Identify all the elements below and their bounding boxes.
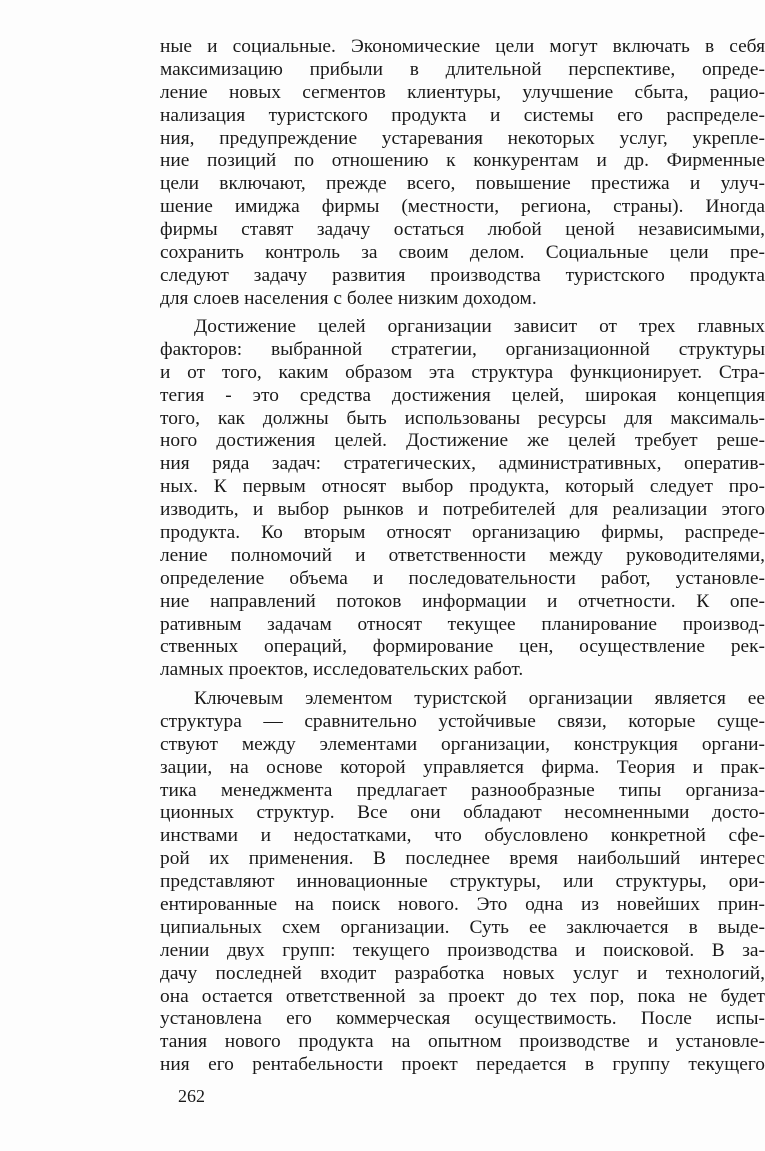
text-line: шение имиджа фирмы (местности, региона, страны). Иногда [160, 196, 765, 218]
paragraph-organization-structure [160, 688, 765, 1077]
text-line: и от того, каким образом эта структура функционирует. Стра- [160, 361, 765, 383]
text-line: максимизацию прибыли в длительной перспективе, опреде- [160, 58, 765, 80]
text-line: ственных операций, формирование цен, осуществление рек- [160, 636, 765, 658]
text-line: рой их применения. В последнее время наибольший интерес [160, 848, 765, 870]
text-line: тегия - это средства достижения целей, широкая концепция [160, 384, 765, 406]
text-line: сохранить контроль за своим делом. Социальные цели пре- [160, 242, 765, 264]
text-line: Достижение целей организации зависит от трех главных [194, 316, 765, 337]
text-line: ных. К первым относят выбор продукта, который следует про- [160, 476, 765, 498]
text-line: факторов: выбранной стратегии, организационной структуры [160, 338, 765, 360]
text-line: ные и социальные. Экономические цели могут включать в себя [160, 36, 765, 57]
text-line: ния ряда задач: стратегических, административных, оператив- [160, 453, 765, 475]
page-number: 262 [178, 1086, 205, 1106]
text-line: ципиальных схем организации. Суть ее заключается в выде- [160, 916, 765, 938]
text-line: установлена его коммерческая осуществимость. После испы- [160, 1008, 765, 1030]
text-line: ния, предупреждение устаревания некоторых услуг, укрепле- [160, 127, 765, 149]
text-line: изводить, и выбор рынков и потребителей для реализации этого [160, 499, 765, 521]
text-line: определение объема и последовательности работ, установле- [160, 567, 765, 589]
text-line: ния его рентабельности проект передается в группу текущего [160, 1054, 765, 1076]
text-line: для слоев населения с более низким доходом. [160, 287, 537, 309]
text-line: Ключевым элементом туристской организации является ее [194, 688, 765, 709]
text-line: ративным задачам относят текущее планирование производ- [160, 613, 765, 635]
text-line: дачу последней входит разработка новых услуг и технологий, [160, 962, 765, 984]
text-line: лении двух групп: текущего производства и поисковой. В за- [160, 939, 765, 961]
text-line: тания нового продукта на опытном производстве и установле- [160, 1031, 765, 1053]
text-line: тика менеджмента предлагает разнообразные типы организа- [160, 779, 765, 801]
text-line: инствами и недостатками, что обусловлено конкретной сфе- [160, 825, 765, 847]
text-line: ционных структур. Все они обладают несомненными досто- [160, 802, 765, 824]
text-line: цели включают, прежде всего, повышение престижа и улуч- [160, 173, 765, 195]
text-line: структура — сравнительно устойчивые связи, которые суще- [160, 710, 765, 732]
text-line: зации, на основе которой управляется фирма. Теория и прак- [160, 756, 765, 778]
text-line: продукта. Ко вторым относят организацию фирмы, распреде- [160, 522, 765, 544]
text-line: ентированные на поиск нового. Это одна из новейших прин- [160, 894, 765, 916]
text-line: она остается ответственной за проект до тех пор, пока не будет [160, 985, 765, 1007]
text-line: ного достижения целей. Достижение же целей требует реше- [160, 430, 765, 452]
text-line: фирмы ставят задачу остаться любой ценой независимыми, [160, 219, 765, 241]
text-line: следуют задачу развития производства туристского продукта [160, 264, 765, 286]
text-line: ние позиций по отношению к конкурентам и др. Фирменные [160, 150, 765, 172]
text-line: того, как должны быть использованы ресурсы для максималь- [160, 407, 765, 429]
text-line: ление новых сегментов клиентуры, улучшение сбыта, рацио- [160, 81, 765, 103]
paragraph-economic-goals [160, 36, 765, 311]
text-line: нализация туристского продукта и системы его распределе- [160, 104, 765, 126]
text-line: представляют инновационные структуры, или структуры, ори- [160, 871, 765, 893]
text-line: ние направлений потоков информации и отчетности. К опе- [160, 590, 765, 612]
paragraph-organization-goals [160, 316, 765, 682]
text-line: ламных проектов, исследовательских работ. [160, 659, 524, 681]
text-line: ствуют между элементами организации, конструкция органи- [160, 733, 765, 755]
text-line: ление полномочий и ответственности между руководителями, [160, 544, 765, 566]
